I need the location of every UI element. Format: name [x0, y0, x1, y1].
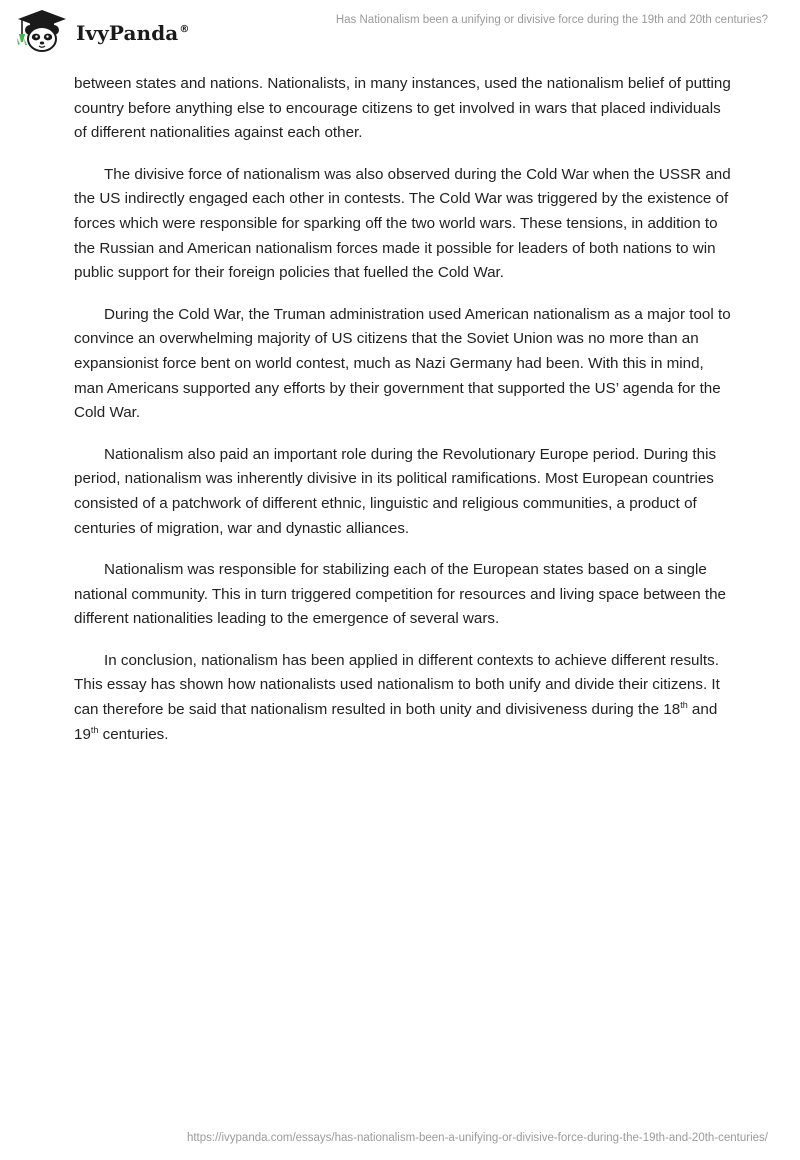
panda-graduate-icon — [14, 8, 70, 54]
document-title: Has Nationalism been a unifying or divisive force during the 19th and 20th centuries? — [335, 14, 768, 26]
page-header — [0, 0, 800, 62]
brand-logo[interactable] — [14, 8, 189, 54]
source-url-link[interactable]: https://ivypanda.com/essays/has-nationalism-been-a-unifying-or-divisive-force-during-the-19th-and-20th-centuries/ — [186, 1132, 768, 1144]
essay-body — [74, 72, 734, 764]
paragraph-4: Nationalism also paid an important role during the Revolutionary Europe period. During this period, nationalism was inherently divisive in its political ramifications. Most European countries consisted of a patchwork of different ethnic, linguistic and religious communities, a product of centuries of migration, war and dynastic alliances. — [74, 445, 717, 537]
paragraph-6-text-after: centuries. — [98, 725, 169, 743]
paragraph-6-text-before: In conclusion, nationalism has been applied in different contexts to achieve different results. This essay has shown how nationalists used nationalism to both unify and divide their citizens. It can therefore be said that nationalism resulted in both unity and divisiveness during the 18 — [74, 651, 720, 718]
brand-name — [76, 21, 189, 45]
paragraph-3: During the Cold War, the Truman administration used American nationalism as a major tool to convince an overwhelming majority of US citizens that the Soviet Union was no more than an expansionist force bent on world contest, much as Nazi Germany had been. With this in mind, man Americans supported any efforts by their government that supported the US’ agenda for the Cold War. — [74, 305, 731, 422]
paragraph-2: The divisive force of nationalism was also observed during the Cold War when the USSR and the US indirectly engaged each other in contests. The Cold War was triggered by the existence of forces which were responsible for sparking off the two world wars. These tensions, in addition to the Russian and American nationalism forces made it possible for leaders of both nations to win public support for their foreign policies that fuelled the Cold War. — [74, 165, 731, 282]
ordinal-suffix: th — [90, 724, 99, 735]
paragraph-6 — [74, 649, 734, 748]
paragraph-1: between states and nations. Nationalists, in many instances, used the nationalism belief of putting country before anything else to encourage citizens to get involved in wars that placed individuals of different nationalities against each other. — [74, 75, 731, 142]
registered-mark: ® — [179, 24, 190, 36]
brand-name-text: IvyPanda — [76, 21, 179, 45]
ordinal-suffix: th — [680, 699, 688, 710]
paragraph-5: Nationalism was responsible for stabilizing each of the European states based on a single national community. This in turn triggered competition for resources and living space between the different nationalities leading to the emergence of several wars. — [74, 560, 727, 628]
paragraph-6-text-middle: and 19 — [74, 700, 718, 743]
